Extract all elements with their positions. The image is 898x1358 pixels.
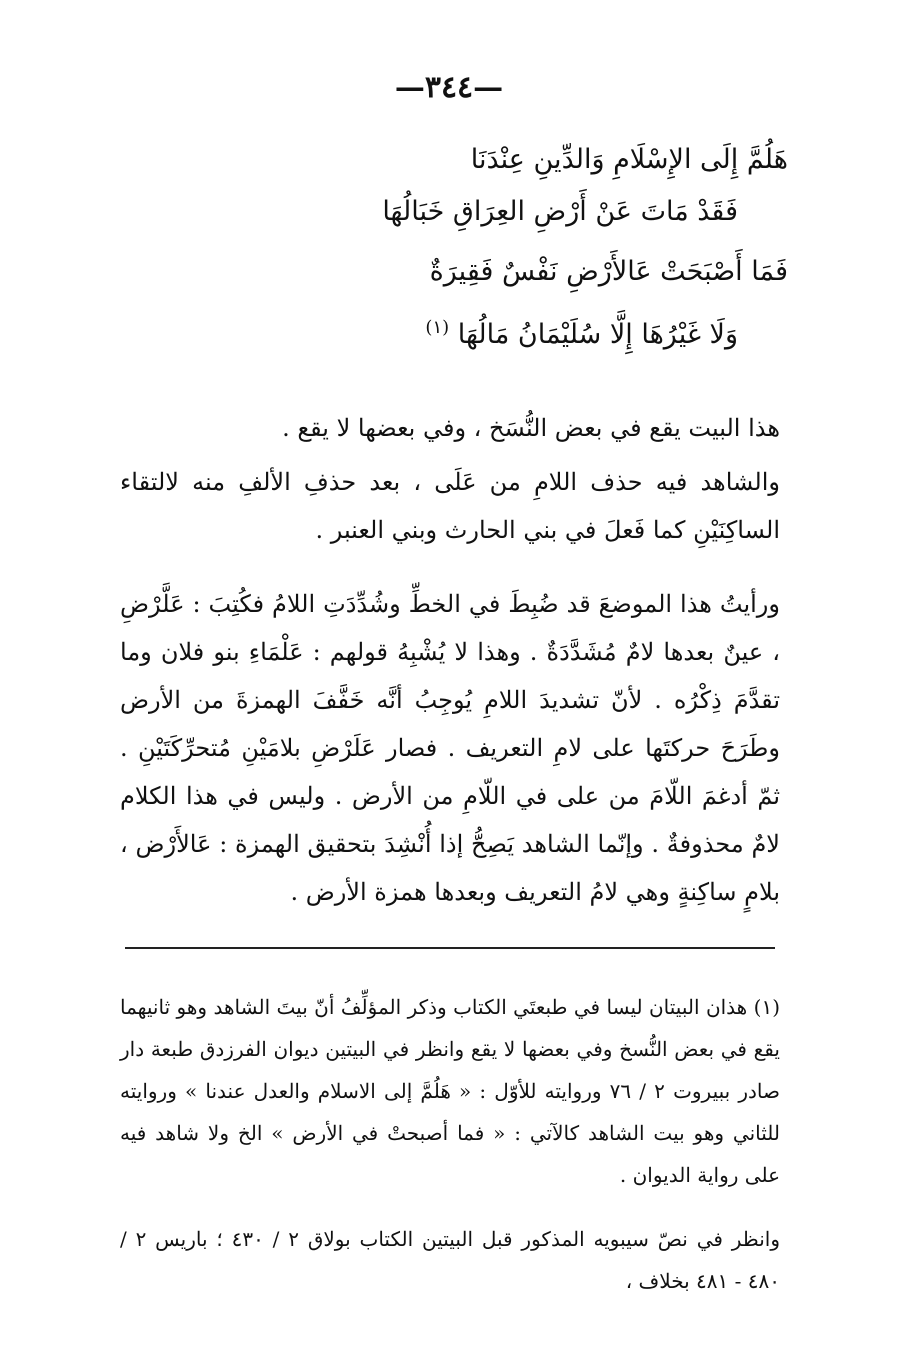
poem-line-4-text: وَلَا غَيْرُهَا إِلَّا سُلَيْمَانُ مَالُهَا	[457, 319, 738, 350]
poem-line-2: فَقَدْ مَاتَ عَنْ أَرْضِ العِرَاقِ خَبَالُهَا	[382, 196, 738, 227]
page-number: —٣٤٤—	[394, 70, 504, 105]
footnote-divider	[125, 947, 775, 949]
footnote-reference: (١)	[425, 317, 450, 338]
paragraph-1: هذا البيت يقع في بعض النُّسَخ ، وفي بعضها لا يقع .	[282, 414, 780, 442]
footnote-1: (١) هذان البيتان ليسا في طبعتَي الكتاب وذكر المؤلِّفُ أنّ بيتَ الشاهد وهو ثانيهما يقع في بعض النُّسخ وفي بعضها لا يقع وانظر في البيتين ديوان الفرزدق طبعة دار صادر ببيروت ٢ / ٧٦ وروايته للأوّل : « هَلُمَّ إلى الاسلام والعدل عندنا » وروايته للثاني وهو بيت الشاهد كالآتي : « فما أصبحتْ في الأرض » الخ ولا شاهد فيه على رواية الديوان .	[120, 995, 781, 1187]
poem-line-4	[425, 308, 738, 355]
poem-line-1: هَلُمَّ إِلَى الإِسْلَامِ وَالدِّينِ عِنْدَنَا	[470, 144, 788, 175]
paragraph-2: والشاهد فيه حذف اللامِ من عَلَى ، بعد حذفِ الألفِ منه لالتقاء الساكِنَيْنِ كما فَعلَ في بني الحارث وبني العنبر .	[120, 468, 780, 544]
footnote-2: وانظر في نصّ سيبويه المذكور قبل البيتين الكتاب بولاق ٢ / ٤٣٠ ؛ باريس ٢ / ٤٨٠ - ٤٨١ بخلاف ،	[120, 1227, 780, 1293]
poem-line-3: فَمَا أَصْبَحَتْ عَالأَرْضِ نَفْسٌ فَقِيرَةٌ	[429, 256, 788, 287]
paragraph-3: ورأيتُ هذا الموضعَ قد ضُبِطَ في الخطِّ وشُدِّدَتِ اللامُ فكُتِبَ : عَلَّرْضِ ، عينٌ بعدها لامٌ مُشَدَّدَةٌ . وهذا لا يُشْبِهُ قولهم : عَلْمَاءِ بنو فلان وما تقدَّمَ ذِكْرُه . لأنّ تشديدَ اللامِ يُوجِبُ أنَّه خَفَّفَ الهمزةَ من الأرض وطَرَحَ حركتَها على لامِ التعريف . فصار عَلَرْضِ بلامَيْنِ مُتحرِّكَتَيْنِ . ثمّ أدغمَ اللّامَ من على في اللّامِ من الأرض . وليس في هذا الكلام لامٌ محذوفةٌ . وإنّما الشاهد يَصِحُّ إذا أُنْشِدَ بتحقيق الهمزة : عَالأَرْض ، بلامٍ ساكِنةٍ وهي لامُ التعريف وبعدها همزة الأرض .	[120, 590, 780, 906]
